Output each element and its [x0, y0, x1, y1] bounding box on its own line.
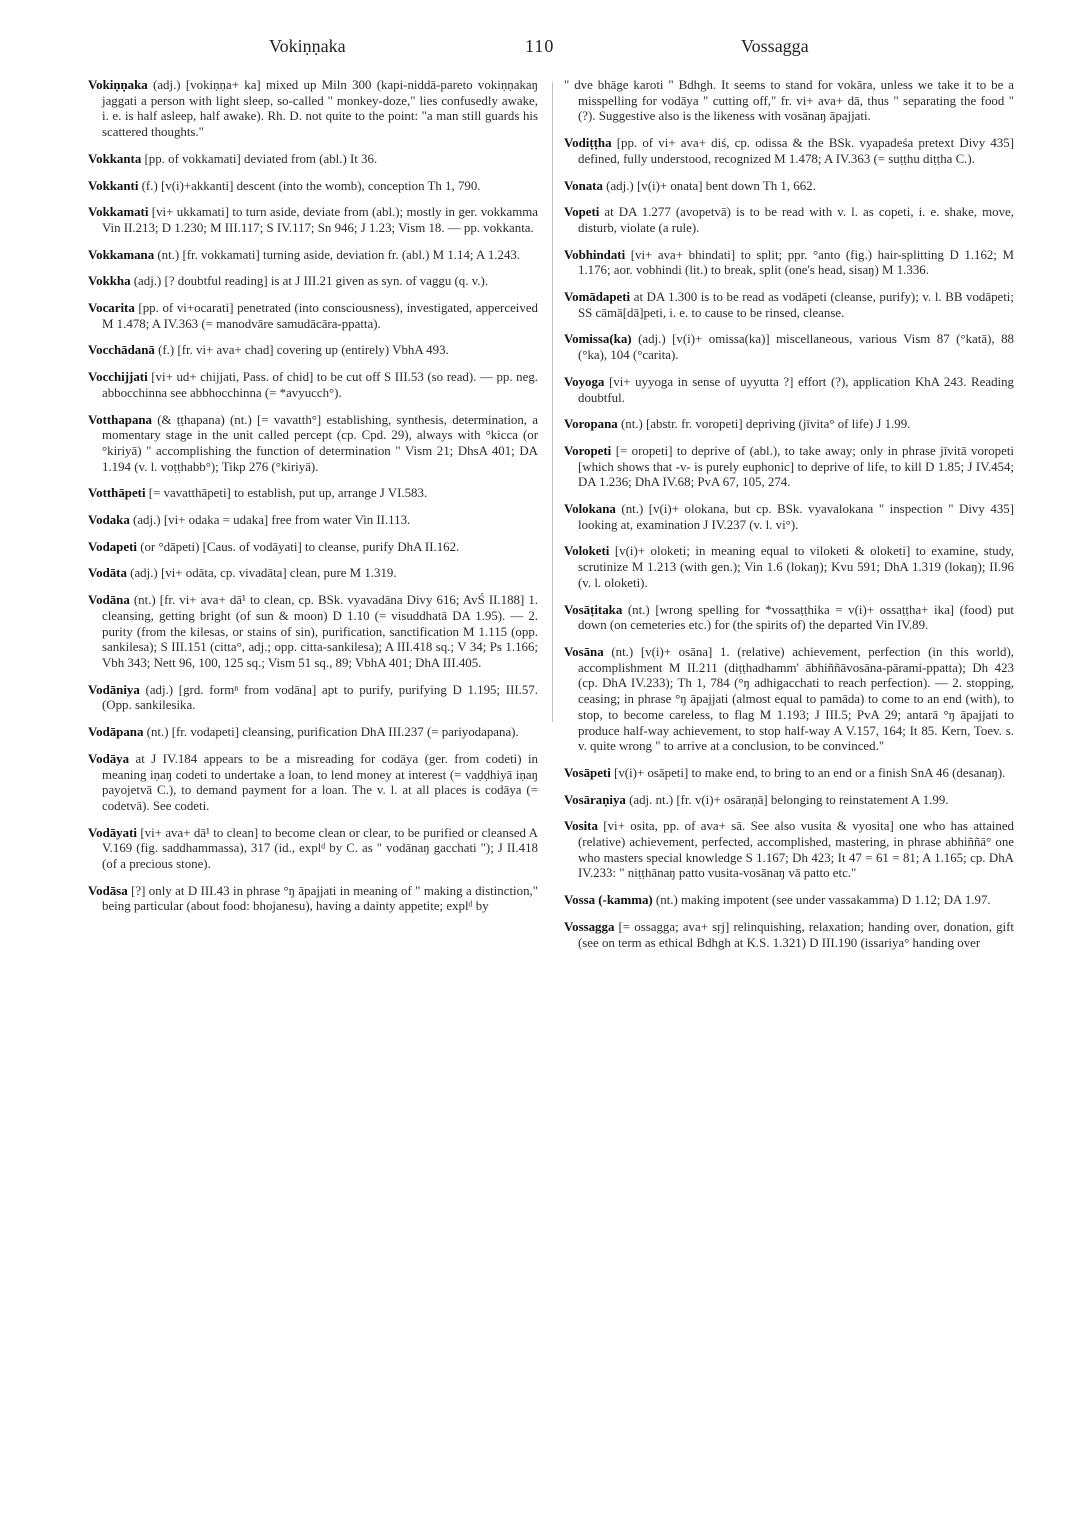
dictionary-entry: [88, 884, 538, 915]
entry-definition: [vi+ ukkamati] to turn aside, deviate from (abl.); mostly in ger. vokkamma Vin II.213; D 1.230; M III.117; S IV.117; Sn 946; J 1.23; Vism 18. — pp. vokkanta.: [102, 205, 538, 235]
headword: Vossagga: [564, 919, 615, 934]
headword: Voloketi: [564, 544, 610, 559]
headword: Vosāraṇiya: [564, 792, 626, 807]
dictionary-entry: [88, 683, 538, 714]
header-right-guideword: Vossagga: [741, 36, 809, 56]
headword: Voropeti: [564, 443, 612, 458]
entry-definition: (adj.) [v(i)+ onata] bent down Th 1, 662.: [606, 178, 816, 193]
entry-definition: [vi+ ava+ dā¹ to clean] to become clean or clear, to be purified or cleansed A V.169 (fig. saddhammassa), 317 (id., explᵈ by C. as " vodānaŋ gacchati "); J II.418 (of a precious stone).: [102, 825, 538, 872]
entry-definition: (nt.) [abstr. fr. voropeti] depriving (jīvita° of life) J 1.99.: [620, 417, 911, 432]
dictionary-entry: [88, 370, 538, 401]
dictionary-entry: [564, 920, 1014, 951]
entry-definition: (f.) [fr. vi+ ava+ chad] covering up (entirely) VbhA 493.: [158, 343, 449, 358]
entry-definition: [v(i)+ oloketi; in meaning equal to viloketi & oloketi] to examine, study, scrutinize M 1.213 (with gen.); Vin 1.6 (lokaŋ); Kvu 591; DhA 1.319 (lokaŋ); II.96 (v. l. oloketi).: [578, 544, 1014, 590]
right-column: [564, 78, 1014, 1518]
dictionary-entry: [564, 645, 1014, 755]
headword: Vokkha: [88, 274, 131, 289]
dictionary-entry: [88, 179, 538, 195]
headword: Vodāta: [88, 566, 127, 581]
entry-definition: (nt.) [v(i)+ osāna] 1. (relative) achievement, perfection (in this world), accomplishment M II.211 (diṭṭhadhamm' ābhiññāvosāna-pārami-ppatta); Dh 423 (cp. DhA IV.233); Th 1, 784 (°ŋ adhigacchati to reach perfection). — 2. stopping, ceasing; in phrase °ŋ āpajjati (almost equal to pamāda) to come to an end (with), to stop, to become careless, to flag M 1.193; J III.5; PvA 29; antarā °ŋ āpajjati to produce half-way achievement, to stop half-way A V.157, 164; It 85. Kern, Toev. s. v. quite wrong " to arrive at a conclusion, to be convinced.": [578, 644, 1014, 754]
entry-definition: (f.) [v(i)+akkanti] descent (into the womb), conception Th 1, 790.: [141, 178, 481, 193]
dictionary-entry: [564, 375, 1014, 406]
dictionary-entry: [564, 179, 1014, 195]
dictionary-entry: [564, 544, 1014, 591]
entry-definition: (adj.) [vi+ odaka = udaka] free from water Vin II.113.: [133, 513, 411, 528]
headword: Vomādapeti: [564, 290, 631, 305]
headword: Vodiṭṭha: [564, 136, 612, 151]
headword: Vosāna: [564, 644, 604, 659]
dictionary-entry: [564, 417, 1014, 433]
entry-definition: (adj.) [grd. formⁿ from vodāna] apt to purify, purifying D 1.195; III.57. (Opp. sankilesika.: [102, 682, 538, 713]
headword: Vosāṭitaka: [564, 602, 623, 617]
dictionary-entry: [564, 78, 1014, 125]
entry-definition: (adj.) [vokiṇṇa+ ka] mixed up Miln 300 (kapi-niddā-pareto vokiṇṇakaŋ jaggati a person with light sleep, so-called " monkey-doze," lies confusedly awake, i. e. is half asleep, half awake). Rh. D. not quite to the point: "a man still guards his scattered thoughts.": [102, 78, 538, 140]
entry-definition: at J IV.184 appears to be a misreading for codāya (ger. from codeti) in meaning iṇaŋ codeti to undertake a loan, to lend money at interest (= vaḍḍhiyā iṇaŋ payojetvā C.), to demand payment for a loan. The v. l. at all places is codāya (= codetvā). See codeti.: [102, 751, 538, 813]
headword: Vodāsa: [88, 883, 128, 898]
entry-definition: (nt.) [wrong spelling for *vossaṭṭhika = v(i)+ ossaṭṭha+ ika] (food) put down (on cemeteries etc.) for (the spirits of) the departed Vin IV.89.: [578, 602, 1014, 633]
dictionary-entry: [564, 205, 1014, 236]
dictionary-entry: [564, 136, 1014, 167]
headword: Vomissa(ka): [564, 332, 632, 347]
dictionary-entry: [564, 290, 1014, 321]
entry-definition: [vi+ osita, pp. of ava+ sā. See also vusita & vyosita] one who has attained (relative) achievement, perfected, accomplished, mastering, in phrase abhiññā° one who masters special knowledge S 1.167; Dh 423; It 47 = 61 = 81; A 1.165; cp. DhA IV.233: " niṭṭhānaŋ patto vusita-vosānaŋ vā patto etc.": [578, 819, 1014, 881]
entry-definition: (adj.) [v(i)+ omissa(ka)] miscellaneous, various Vism 87 (°katā), 88 (°ka), 104 (°carita).: [578, 332, 1014, 363]
column-divider: [552, 82, 553, 722]
page-header: [0, 32, 1073, 68]
dictionary-entry: [564, 793, 1014, 809]
dictionary-entry: [88, 413, 538, 476]
dictionary-entry: [564, 766, 1014, 782]
dictionary-entry: [564, 248, 1014, 279]
entry-definition: [pp. of vokkamati] deviated from (abl.) It 36.: [144, 151, 378, 166]
entry-definition: [pp. of vi+ ava+ diś, cp. odissa & the BSk. vyapadeśa pretext Divy 435] defined, fully understood, recognized M 1.478; A IV.363 (= suṭṭhu diṭṭha C.).: [578, 136, 1014, 166]
headword: Vodāya: [88, 751, 130, 766]
entry-definition: [vi+ ava+ bhindati] to split; ppr. °anto (fig.) hair-splitting D 1.162; M 1.176; aor. vobhindi (lit.) to break, split (one's head, sisaŋ) M 1.336.: [578, 247, 1014, 278]
dictionary-entry: [88, 540, 538, 556]
entry-definition: [vi+ uyyoga in sense of uyyutta ?] effort (?), application KhA 243. Reading doubtful.: [578, 374, 1014, 405]
headword: Vobhindati: [564, 247, 626, 262]
entry-definition: at DA 1.300 is to be read as vodāpeti (cleanse, purify); v. l. BB vodāpeti; SS cāmā[dā]peti, i. e. to cause to be rinsed, cleanse.: [578, 290, 1014, 320]
headword: Vopeti: [564, 205, 600, 220]
dictionary-entry: [88, 274, 538, 290]
dictionary-entry: [564, 502, 1014, 533]
dictionary-entry: [88, 826, 538, 873]
entry-definition: [= vavatthāpeti] to establish, put up, arrange J VI.583.: [148, 486, 428, 501]
dictionary-entry: [88, 343, 538, 359]
entry-definition: (nt.) [fr. vodapeti] cleansing, purification DhA III.237 (= pariyodapana).: [146, 725, 519, 740]
entry-definition: [pp. of vi+ocarati] penetrated (into consciousness), investigated, apperceived M 1.478; A IV.363 (= manodvāre samudācāra-ppatta).: [102, 301, 538, 331]
headword: Vosita: [564, 819, 598, 834]
entry-definition: [?] only at D III.43 in phrase °ŋ āpajjati in meaning of " making a distinction," being particular (about food: bhojanesu), having a dainty appetite; explᵈ by: [102, 883, 538, 914]
dictionary-entry: [88, 486, 538, 502]
dictionary-entry: [564, 893, 1014, 909]
headword: Vodāna: [88, 593, 130, 608]
headword: Vocarita: [88, 301, 135, 316]
dictionary-entry: [88, 248, 538, 264]
entry-definition: (nt.) making impotent (see under vassakamma) D 1.12; DA 1.97.: [655, 893, 991, 908]
headword: Vokkanta: [88, 151, 142, 166]
headword: Voyoga: [564, 374, 605, 389]
headword: Volokana: [564, 502, 616, 517]
entry-definition: " dve bhāge karoti " Bdhgh. It seems to stand for vokāra, unless we take it to be a misspelling for vodāya " cutting off," fr. vi+ ava+ dā, thus " separating the food " (?). Suggestive also is the likeness with vosānaŋ āpajjati.: [564, 78, 1014, 124]
headword: Vodāpana: [88, 725, 144, 740]
headword: Votthapana: [88, 412, 152, 427]
dictionary-entry: [88, 205, 538, 236]
dictionary-entry: [564, 819, 1014, 882]
entry-definition: (adj.) [? doubtful reading] is at J III.21 given as syn. of vaggu (q. v.).: [133, 274, 489, 289]
headword: Voropana: [564, 417, 618, 432]
headword: Vodāyati: [88, 825, 137, 840]
headword: Votthāpeti: [88, 486, 146, 501]
headword: Vosāpeti: [564, 765, 611, 780]
dictionary-entry: [88, 152, 538, 168]
dictionary-entry: [88, 725, 538, 741]
dictionary-entry: [88, 301, 538, 332]
dictionary-entry: [88, 593, 538, 672]
dictionary-entry: [88, 78, 538, 141]
entry-definition: (or °dāpeti) [Caus. of vodāyati] to cleanse, purify DhA II.162.: [140, 539, 460, 554]
headword: Vocchādanā: [88, 343, 155, 358]
headword: Vodāniya: [88, 682, 140, 697]
entry-definition: (nt.) [v(i)+ olokana, but cp. BSk. vyavalokana " inspection " Divy 435] looking at, examination J IV.237 (v. l. vi°).: [578, 502, 1014, 532]
headword: Vossa (-kamma): [564, 893, 653, 908]
entry-definition: (& ṭṭhapana) (nt.) [= vavatth°] establishing, synthesis, determination, a momentary stage in the unit called percept (cp. Cpd. 29), always with °kicca (or °kiriyā) " accomplishing the function of determination " Vism 21; DhsA 401; DA 1.194 (v. l. voṭṭhabb°); Tikp 276 (°kiriyā).: [102, 412, 538, 474]
headword: Vokkamati: [88, 205, 149, 220]
entry-definition: [vi+ ud+ chijjati, Pass. of chid] to be cut off S III.53 (so read). — pp. neg. abbocchinna see abbhocchinna (= *avyucch°).: [102, 370, 538, 400]
entry-definition: [v(i)+ osāpeti] to make end, to bring to an end or a finish SnA 46 (desanaŋ).: [614, 765, 1006, 780]
entry-definition: (adj. nt.) [fr. v(i)+ osāraṇā] belonging to reinstatement A 1.99.: [629, 792, 949, 807]
entry-definition: [= ossagga; ava+ sṛj] relinquishing, relaxation; handing over, donation, gift (see on term as ethical Bdhgh at K.S. 1.321) D III.190 (issariya° handing over: [578, 919, 1014, 950]
headword: Vodapeti: [88, 539, 137, 554]
headword: Vodaka: [88, 513, 130, 528]
headword: Vonata: [564, 178, 603, 193]
page-number: 110: [525, 36, 555, 56]
entry-definition: (nt.) [fr. vokkamati] turning aside, deviation fr. (abl.) M 1.14; A 1.243.: [157, 247, 521, 262]
headword: Vokkamana: [88, 247, 155, 262]
entry-definition: at DA 1.277 (avopetvā) is to be read with v. l. as copeti, i. e. shake, move, disturb, violate (a rule).: [578, 205, 1014, 235]
entry-definition: (nt.) [fr. vi+ ava+ dā¹ to clean, cp. BSk. vyavadāna Divy 616; AvŚ II.188] 1. cleansing, getting bright (of sun & moon) D 1.10 (= visuddhatā DA 1.95). — 2. purity (from the kilesas, or stains of sin), purification, sanctification M 1.115 (opp. sankilesa); S III.151 (citta°, adj.; opp. citta-sankilesa); A III.418 sq.; V 34; Ps 1.166; Vbh 343; Nett 96, 100, 125 sq.; Vism 51 sq., 89; VbhA 401; DhA III.405.: [102, 593, 538, 670]
dictionary-entry: [564, 603, 1014, 634]
entry-definition: (adj.) [vi+ odāta, cp. vivadāta] clean, pure M 1.319.: [130, 566, 397, 581]
headword: Vocchijjati: [88, 370, 148, 385]
headword: Vokkanti: [88, 178, 139, 193]
header-left-guideword: Vokiṇṇaka: [269, 36, 346, 56]
entry-definition: [= oropeti] to deprive of (abl.), to take away; only in phrase jīvitā voropeti [which shows that -v- is purely euphonic] to deprive of life, to kill D 1.85; J IV.454; DA 1.236; DhA IV.68; PvA 67, 105, 274.: [578, 443, 1014, 490]
dictionary-entry: [88, 752, 538, 815]
headword: Vokiṇṇaka: [88, 78, 148, 92]
dictionary-entry: [564, 332, 1014, 363]
dictionary-entry: [88, 566, 538, 582]
dictionary-entry: [88, 513, 538, 529]
left-column: [88, 78, 538, 1518]
dictionary-entry: [564, 444, 1014, 491]
